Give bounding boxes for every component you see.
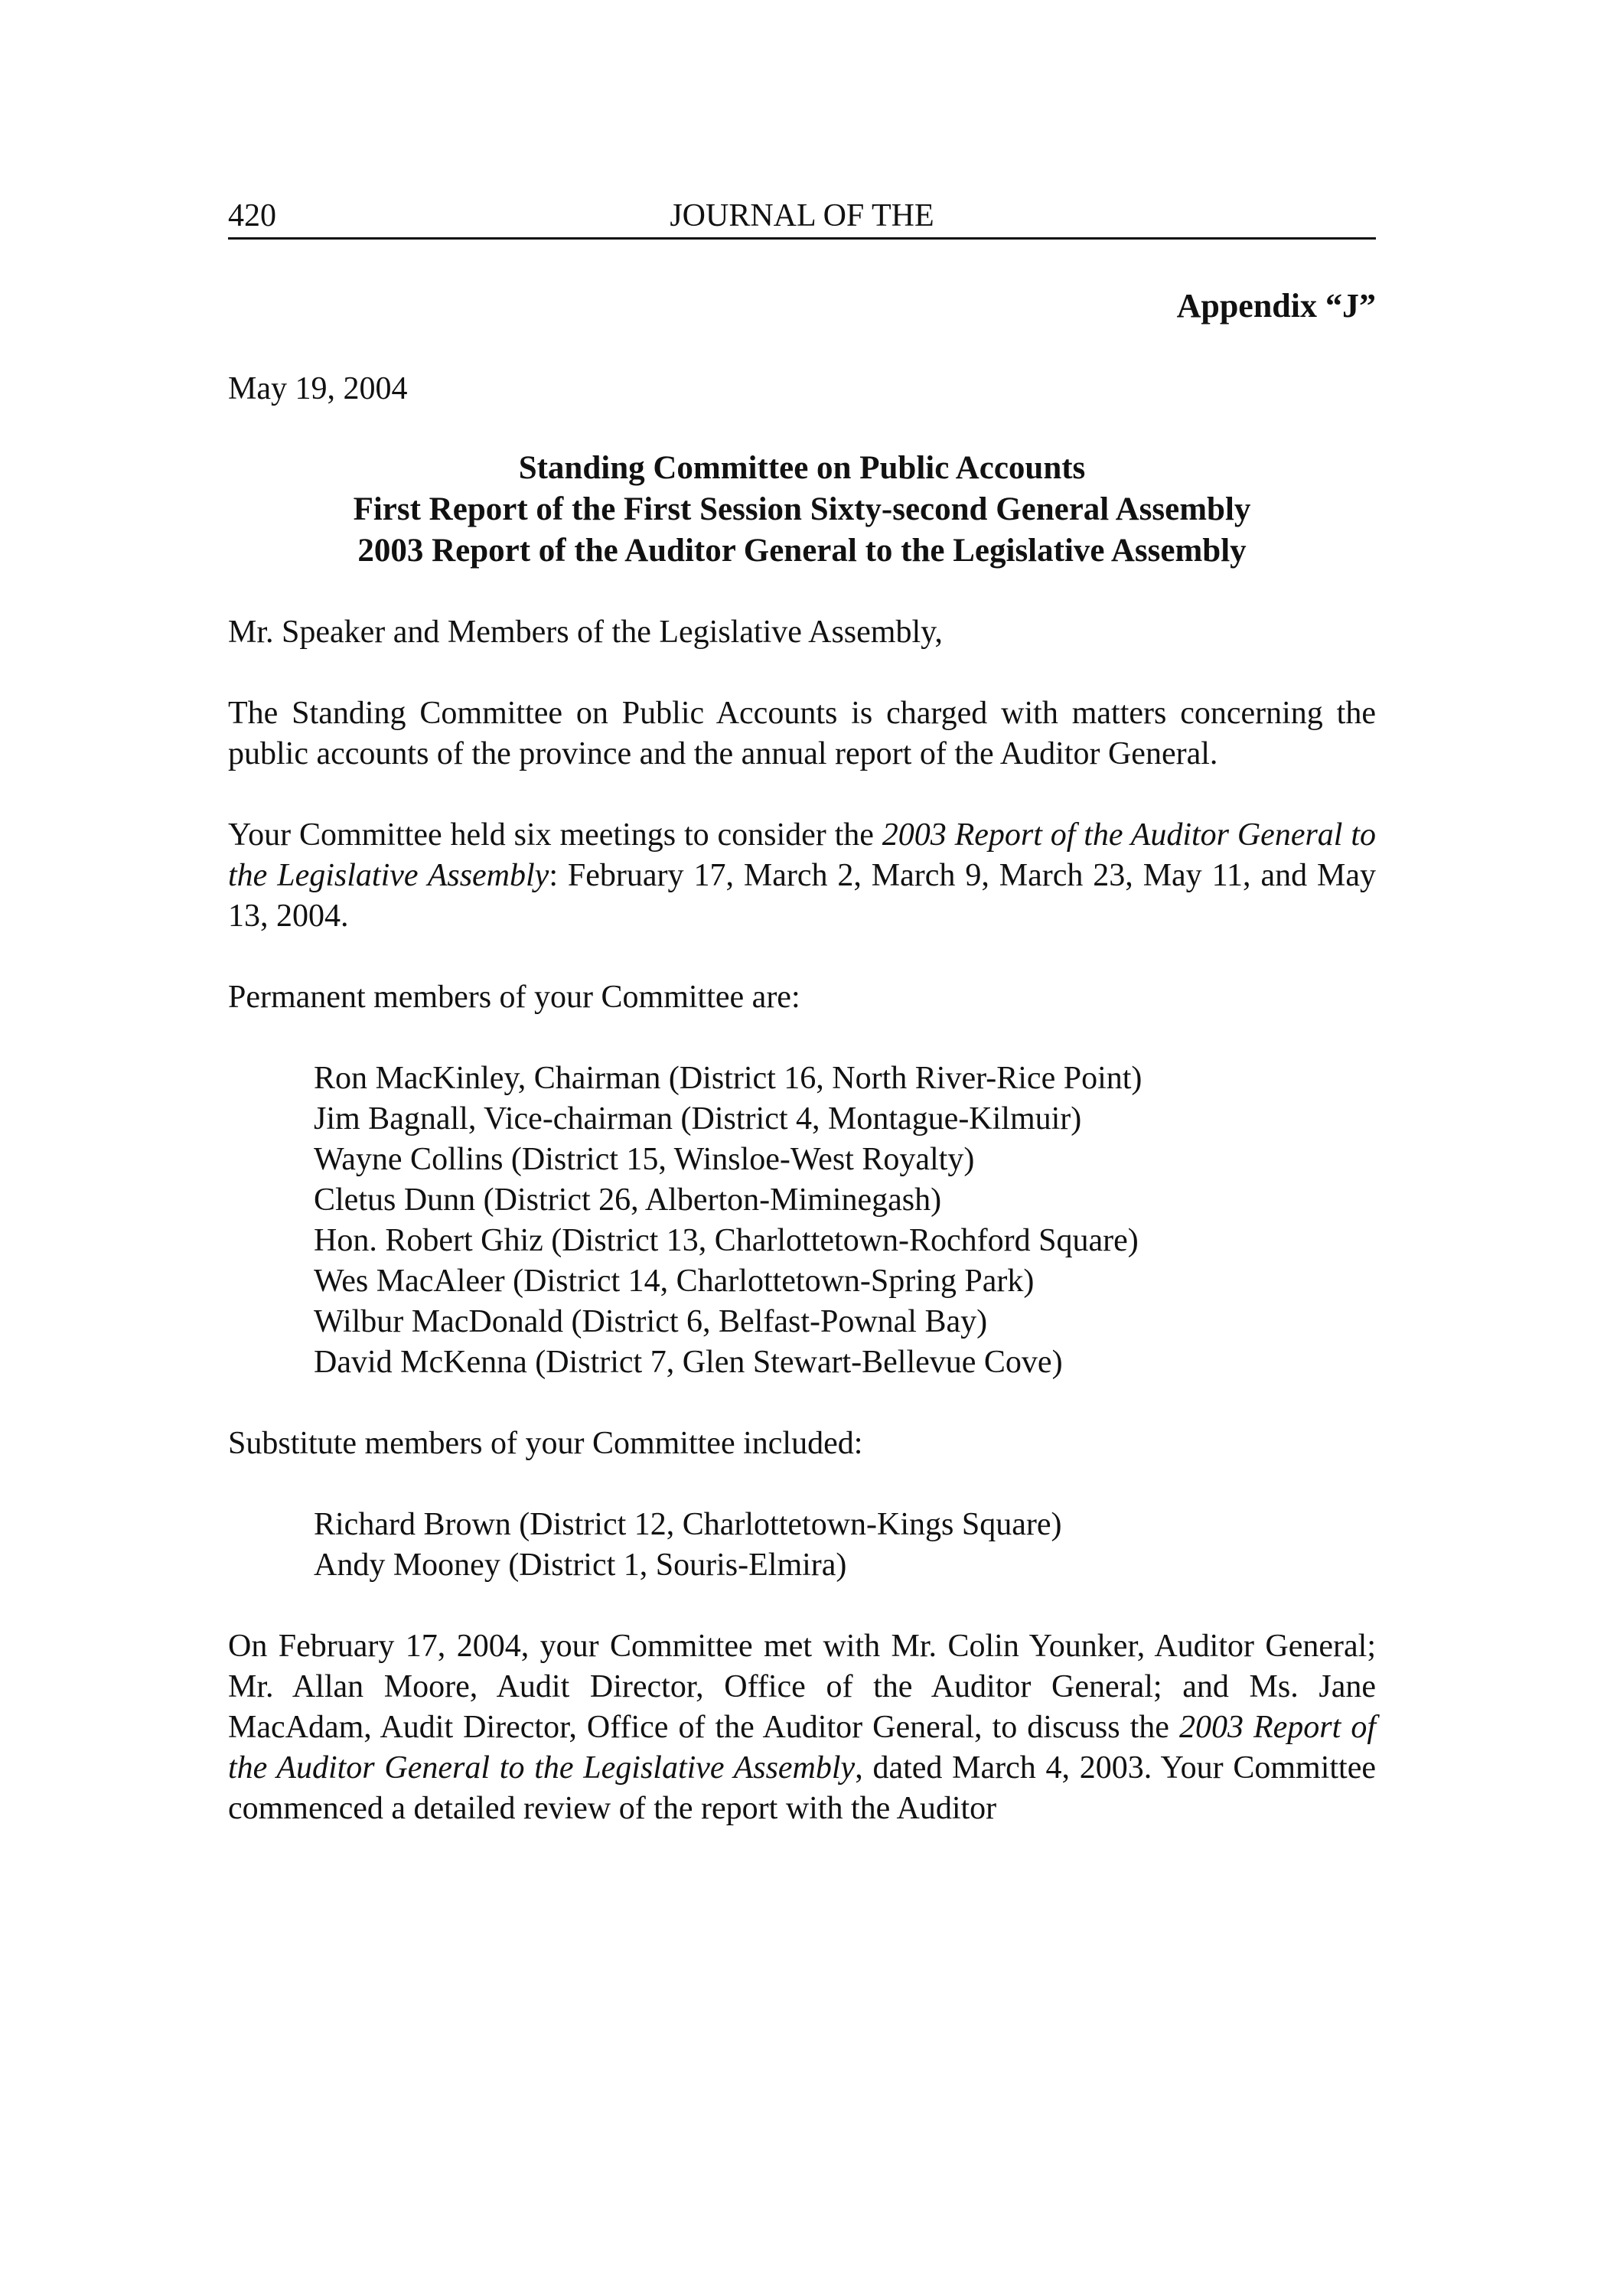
- list-item: Wilbur MacDonald (District 6, Belfast-Pownal Bay): [314, 1304, 988, 1339]
- report-title: First Report of the First Session Sixty-second General Assembly: [353, 491, 1251, 527]
- substitute-members-heading: Substitute members of your Committee included:: [228, 1426, 863, 1461]
- running-header: [228, 197, 1376, 240]
- paragraph-meetings: [228, 815, 1376, 937]
- page-number: 420: [228, 198, 276, 233]
- committee-title: Standing Committee on Public Accounts: [518, 450, 1086, 486]
- paragraph-first-meeting-text-1: On February 17, 2004, your Committee met with Mr. Colin Younker, Auditor General; Mr. Allan Moore, Audit Director, Office of the Auditor General; and Ms. Jane MacAdam, Audit Director, Office of the Auditor General, to discuss the: [228, 1629, 1376, 1745]
- report-reference: 2003 Report of the Auditor General to the Legislative Assembly: [228, 1710, 1377, 1786]
- list-item: Richard Brown (District 12, Charlottetown-Kings Square): [314, 1507, 1062, 1542]
- report-subtitle: 2003 Report of the Auditor General to the Legislative Assembly: [357, 533, 1247, 569]
- report-title-block: [228, 448, 1376, 572]
- list-item: David McKenna (District 7, Glen Stewart-Bellevue Cove): [314, 1345, 1063, 1380]
- appendix-label: Appendix “J”: [1176, 287, 1376, 325]
- report-body: [228, 612, 1376, 1870]
- list-item: Cletus Dunn (District 26, Alberton-Miminegash): [314, 1182, 942, 1218]
- salutation: Mr. Speaker and Members of the Legislative Assembly,: [228, 615, 943, 650]
- list-item: Wes MacAleer (District 14, Charlottetown-Spring Park): [314, 1264, 1035, 1299]
- paragraph-meetings-text-2: : February 17, March 2, March 9, March 23, May 11, and May 13, 2004.: [228, 858, 1377, 934]
- list-item: Hon. Robert Ghiz (District 13, Charlottetown-Rochford Square): [314, 1223, 1139, 1258]
- report-date: May 19, 2004: [228, 371, 408, 406]
- list-item: Ron MacKinley, Chairman (District 16, North River-Rice Point): [314, 1061, 1143, 1096]
- journal-title: JOURNAL OF THE: [670, 198, 934, 233]
- paragraph-meetings-text-1: Your Committee held six meetings to consider the: [228, 817, 882, 853]
- permanent-members-heading: Permanent members of your Committee are:: [228, 980, 800, 1015]
- list-item: Wayne Collins (District 15, Winsloe-West Royalty): [314, 1142, 975, 1177]
- list-item: Andy Mooney (District 1, Souris-Elmira): [314, 1548, 847, 1583]
- paragraph-first-meeting-text-2: , dated March 4, 2003. Your Committee commenced a detailed review of the report with the Auditor: [228, 1750, 1376, 1826]
- paragraph-first-meeting: [228, 1626, 1376, 1829]
- paragraph-mandate: The Standing Committee on Public Accounts is charged with matters concerning the public accounts of the province and the annual report of the Auditor General.: [228, 696, 1376, 771]
- permanent-members-list: [314, 1058, 1376, 1383]
- list-item: Jim Bagnall, Vice-chairman (District 4, Montague-Kilmuir): [314, 1101, 1082, 1137]
- substitute-members-list: [314, 1505, 1376, 1586]
- report-reference: 2003 Report of the Auditor General to the Legislative Assembly: [228, 817, 1376, 893]
